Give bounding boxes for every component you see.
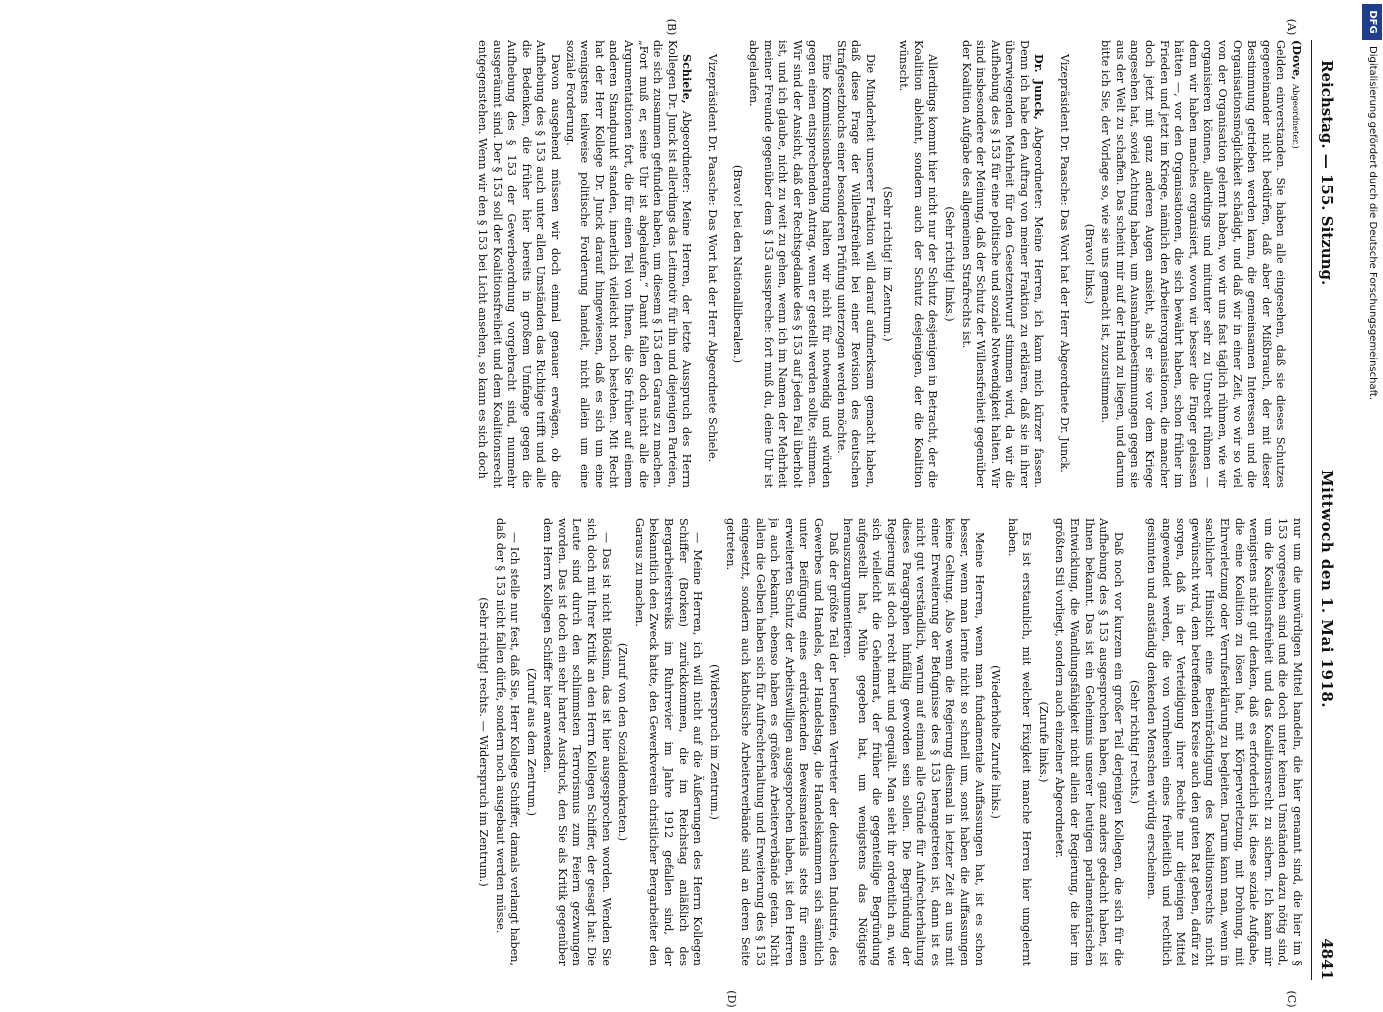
speech-text: Abgeordneter: Meine Herren, ich kann mich kürzer fassen. Denn ich habe den Auftrag von meiner Fraktion zu erklären, daß sie in ihrer überwiegenden Mehrheit für den Gesetzentwurf stimmen wird, da wir die Aufhebung des § 153 für eine politische und soziale Notwendigkeit halten. Wir sind insbesondere der Meinung, daß der Schutz der Willensfreiheit gegenüber der Koalition Aufgabe des allgemeinen Strafrechts ist. [959,40,1046,488]
reaction: (Zuruf aus dem Zentrum.) [524,668,538,816]
paragraph: Davon ausgehend müssen wir doch einmal genauer erwägen, ob die Aufhebung des § 153 auch unter allen Umständen das Richtige trifft und alle die Bedenken, die früher hier bereits in großem Umfange gegen die Aufhebung des § 153 der Gewerbeordnung vorgebracht sind, nunmehr ausgeräumt sind. Der § 153 soll der Koalitionsfreiheit und dem Koalitionsrecht entgegenstehen. Wenn wir den § 153 bei Licht ansehen, so kann es sich doch [476,40,563,488]
reaction: (Sehr richtig! rechts.) [1128,679,1142,805]
dfg-logo-text: DFG [1367,10,1378,34]
page-number: 4841 [1318,938,1336,980]
paragraph-president: Vizepräsident Dr. Paasche: Das Wort hat der Herr Abgeordnete Schiele. [706,54,720,463]
rotated-page [48,18,1338,1008]
reaction: (Widerspruch im Zentrum.) [707,664,721,820]
digitization-note: Digitalisierung gefördert durch die Deutsche Forschungsgemeinschaft. [1367,46,1378,401]
paragraph: Eine Kommissionsberatung halten wir nicht für notwendig und würden gegen einen entsprechenden Antrag, wenn er gestellt werden sollte, stimmen. Wir sind der Ansicht, daß der Rechtsgedanke des § 153 auf jeden Fall überholt ist, und ich glaube, nicht zu weit zu gehen, wenn ich im Namen der Mehrheit meiner Freunde gegenüber dem § 153 ausspreche: fort muß du, deine Uhr ist abgelaufen. [747,40,834,488]
left-column [54,40,1304,488]
paragraph: nur um die unwürdigen Mittel handeln, die hier genannt sind, die hier im § 153 vorgesehen sind und die doch unter keinen Umständen dazu nötig sind, um die Koalitionsfreiheit und das Koalitionsrecht zu sichern. Ich kann mir wenigstens nicht gut denken, daß es erforderlich ist, diese soziale Aufgabe, die eine Koalition zu lösen hat, mit Körperverletzung, mit Drohung, mit Ehrverletzung oder Verrufserklärung zu begleiten. Darum kann man, wenn in sachlicher Hinsicht eine Beeinträchtigung des Koalitionsrechts nicht gewünscht wird, dem betreffenden Kreise auch den guten Rat geben, dafür zu sorgen, daß in der Verteidigung ihrer Rechte nur diejenigen Mittel angewendet werden, die von vornherein eines freiheitlich und rechtlich gesinnten und anständig denkenden Menschen würdig erscheinen. [1145,518,1304,966]
paragraph: Daß noch vor kurzem ein großer Teil derjenigen Kollegen, die sich für die Aufhebung des § 153 ausgesprochen haben, ganz anders gedacht haben, ist Ihnen bekannt. Das ist ein Geheimnis unserer heutigen parlamentarischen Entwicklung, die Wandlungsfähigkeit nicht allein der Regierung, die hier im größten Stil vorliegt, sondern auch einzelner Abgeordneter. [1053,518,1125,966]
dfg-stamp [1361,0,1383,1000]
speech-junck [958,40,1047,488]
paragraph: — Das ist nicht Blödsinn, das ist hier ausgesprochen worden. Wenden Sie sich doch mit Ihrer Kritik an den Herrn Kollegen Schiffer, der gesagt hat: Die Leute sind durch den schlimmsten Terrorismus zum Feiern gezwungen worden. Das ist doch ein sehr harter Ausdruck, den Sie als Kritik gegenüber dem Herrn Kollegen Schiffer hier anwenden. [541,518,613,966]
paragraph: Es ist erstaunlich, mit welcher Fixigkeit manche Herren hier umgelernt haben. [1005,518,1034,966]
paragraph: Gelden einverstanden. Sie haben alle eingesehen, daß sie dieses Schutzes gegeneinander nicht bedürfen, daß aber der Mißbrauch, der mit dieser Bestimmung getrieben werden kann, die gemeinsamen Interessen und die Organisationsmöglichkeit schädigt, und daß wir in einer Zeit, wo wir so viel von der Organisation gelernt haben, wo wir uns fast täglich rühmen, wie wir organisieren können, allerdings und mitunter sehr zu Unrecht rühmen — denn wir haben manches organisiert, wovon wir besser die Finger gelassen hätten —, vor den Organisationen, die sich bewährt haben, schon früher im Frieden und jetzt im Kriege, nämlich den Arbeiterorganisationen, die mancher doch jetzt mit ganz anderen Augen ansieht, als er sie vor dem Kriege angesehen hat, soviel Achtung haben, um Ausnahmebestimmungen gegen sie aus der Welt zu schaffen. Das scheint mir auf der Hand zu liegen, und darum bitte ich Sie, der Vorlage so, wie sie uns gemacht ist, zuzustimmen. [1099,40,1288,488]
reaction: (Sehr richtig! im Zentrum.) [880,186,894,342]
reaction: (Wiederholte Zurufe links.) [989,665,1003,819]
right-column [54,518,1304,966]
margin-mark-d: (D) [725,990,738,1008]
running-head [1312,40,1338,980]
margin-mark-c: (C) [1285,990,1298,1008]
paragraph: Daß der größte Teil der berufenen Vertreter der deutschen Industrie, des Gewerbes und Handels, der Handelstag, die Handelskammern sich sämtlich unter Beifügung eines erdrückenden Beweismaterials stets für einen erweiterten Schutz der Arbeitswilligen ausgesprochen haben, ist den Herren ja auch bekannt, ebenso haben es größere Arbeiterverbände getan. Nicht allein die Gelben haben sich für Aufrechterhaltung und Erweiterung des § 153 eingesetzt, sondern auch katholische Arbeiterverbände sind an deren Seite getreten. [724,518,840,966]
speech-schiele [562,40,694,488]
paragraph-president: Vizepräsident Dr. Paasche: Das Wort hat der Herr Abgeordnete Dr. Junck. [1058,54,1072,473]
reaction: (Bravo! bei den Nationalliberalen.) [730,164,744,364]
paragraph: — Ich stelle nur fest, daß Sie, Herr Kollege Schiffer, damals verlangt haben, daß der § 153 nicht fallen dürfe, sondern noch ausgebaut werden müsse. [493,518,522,966]
speaker-name-schiele: Schiele, [680,54,695,104]
paragraph: — Meine Herren, ich will nicht auf die Äußerungen des Herrn Kollegen Schiffer (Borken) zurückkommen, die im Reichstag anläßlich des Bergarbeiterstreiks im Ruhrrevier im Jahre 1912 gefallen sind, der bekanntlich den Zweck hatte, den Gewerkverein christlicher Bergarbeiter den Garaus zu machen. [632,518,705,966]
speaker-name-junck: Dr. Junck, [1032,54,1047,120]
reaction: (Zuruf von den Sozialdemokraten.) [616,642,630,842]
reaction: (Bravo! links.) [1082,223,1096,305]
reaction: (Sehr richtig! links.) [942,206,956,322]
margin-mark-a: (A) [1285,18,1298,36]
speaker-name-dove: (Dove, [1290,40,1304,84]
speech-continuation [1287,40,1304,488]
running-head-date: Mittwoch den 1. Mai 1918. [1318,470,1336,709]
paragraph: Die Minderheit unserer Fraktion will darauf aufmerksam gemacht haben, daß diese Frage der Willensfreiheit bei einer Revision des deutschen Strafgesetzbuchs einer besonderen Prüfung unterzogen werden möchte. [834,40,877,488]
speaker-role-dove: Abgeordneter.) [1290,83,1300,149]
margin-mark-b: (B) [665,18,678,36]
paragraph: Meine Herren, wenn man fundamentale Auffassungen hat, ist es schon besser, wenn man lernte nicht so schnell um, sonst haben die Auffassungen keine Geltung. Also wenn die Regierung diesmal in letzter Zeit an uns mit einer Erweiterung der Befugnisse des § 153 herangetreten ist, dann ist es nicht gut verständlich, warum auf einmal alle Gründe für Aufrechterhaltung dieses Paragraphen hinfällig geworden sein sollen. Die Begründung der Regierung ist doch recht matt und gequält. Man sieht ihr ordentlich an, wie sich vielleicht die Geheimrat, der früher die gegenteilige Begründung aufgestellt hat, Mühe gegeben hat, um wenigstens das Nötigste herauszuargumentieren. [841,518,986,966]
paragraph: Allerdings kommt hier nicht nur der Schutz desjenigen in Betracht, der die Koalition ablehnt, sondern auch der Schutz desjenigen, der die Koalition wünscht. [897,40,940,488]
header-rule [1311,40,1312,980]
reaction: (Zurufe links.) [1036,701,1050,783]
reaction: (Sehr richtig! rechts. — Widerspruch im Zentrum.) [476,597,490,887]
dfg-logo [1362,4,1382,40]
running-head-left: Reichstag. — 155. Sitzung. [1318,60,1336,286]
speech-text: Abgeordneter: Meine Herren, der letzte Ausspruch des Herrn Kollegen Dr. Junck ist allerdings das Leitmotiv für ihn und diejenigen Parteien, die sich zusammen gefunden haben, um diesem § 153 den Garaus zu machen. „Fort muß er, seine Uhr ist abgelaufen.“ Damit fallen doch nicht alle die Argumentationen fort, die für einen Teil von Ihnen, die Sie früher auf einem anderen Standpunkt standen, innerlich vielleicht noch bestehen. Mit Recht hat der Herr Kollege Dr. Junck darauf hingewiesen, daß es sich um eine wenigstens teilweise politische Forderung handelt, nicht allein um eine soziale Forderung. [563,40,694,488]
